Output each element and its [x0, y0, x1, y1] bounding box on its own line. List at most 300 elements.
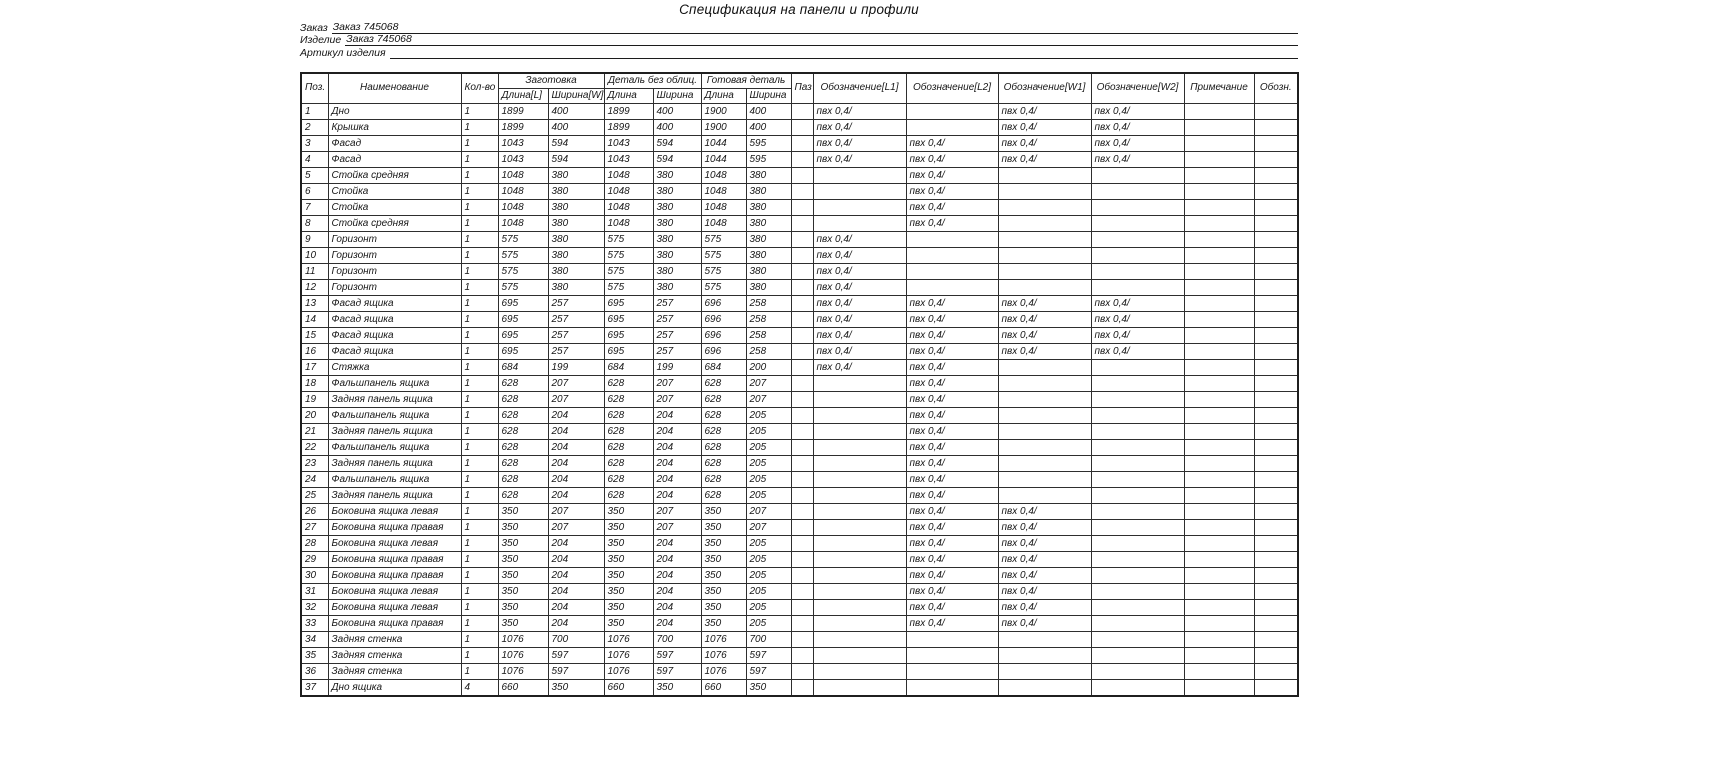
- cell-pos: 11: [301, 264, 328, 280]
- cell-pos: 32: [301, 600, 328, 616]
- cell-name: Боковина ящика левая: [328, 536, 461, 552]
- cell-note: [1184, 552, 1254, 568]
- cell-pos: 8: [301, 216, 328, 232]
- cell-paz: [791, 632, 813, 648]
- cell-qty: 1: [461, 328, 498, 344]
- cell-pos: 34: [301, 632, 328, 648]
- cell-pos: 12: [301, 280, 328, 296]
- table-row: [301, 152, 1298, 168]
- cell-mark_l2: [906, 120, 998, 136]
- cell-paz: [791, 456, 813, 472]
- cell-raw_len: 628: [604, 456, 653, 472]
- cell-note: [1184, 168, 1254, 184]
- cell-blank_len: 350: [498, 504, 548, 520]
- cell-blank_len: 1048: [498, 184, 548, 200]
- cell-mark_l2: [906, 664, 998, 680]
- cell-blank_wid: 380: [548, 264, 604, 280]
- cell-raw_wid: 380: [653, 280, 701, 296]
- cell-fin_wid: 380: [746, 184, 791, 200]
- cell-paz: [791, 232, 813, 248]
- cell-fin_wid: 205: [746, 456, 791, 472]
- cell-mark: [1254, 104, 1298, 120]
- table-row: [301, 552, 1298, 568]
- cell-raw_wid: 257: [653, 328, 701, 344]
- cell-mark_l2: пвх 0,4/: [906, 504, 998, 520]
- cell-mark_l2: пвх 0,4/: [906, 216, 998, 232]
- cell-mark_w1: [998, 184, 1091, 200]
- cell-mark_l1: [813, 200, 906, 216]
- cell-raw_len: 660: [604, 680, 653, 696]
- cell-qty: 1: [461, 568, 498, 584]
- cell-raw_len: 1076: [604, 632, 653, 648]
- cell-mark_w1: [998, 472, 1091, 488]
- cell-paz: [791, 200, 813, 216]
- cell-fin_len: 575: [701, 264, 746, 280]
- cell-mark_l2: пвх 0,4/: [906, 296, 998, 312]
- table-row: [301, 664, 1298, 680]
- cell-paz: [791, 440, 813, 456]
- cell-mark_l2: пвх 0,4/: [906, 168, 998, 184]
- cell-mark_w1: [998, 376, 1091, 392]
- cell-blank_wid: 204: [548, 600, 604, 616]
- cell-mark_w2: [1091, 536, 1184, 552]
- cell-paz: [791, 504, 813, 520]
- cell-mark_l2: пвх 0,4/: [906, 536, 998, 552]
- cell-paz: [791, 312, 813, 328]
- cell-mark_l2: пвх 0,4/: [906, 376, 998, 392]
- cell-raw_wid: 204: [653, 424, 701, 440]
- cell-raw_wid: 199: [653, 360, 701, 376]
- cell-mark_l1: пвх 0,4/: [813, 280, 906, 296]
- cell-pos: 17: [301, 360, 328, 376]
- cell-qty: 1: [461, 600, 498, 616]
- cell-raw_len: 628: [604, 424, 653, 440]
- cell-mark_w2: пвх 0,4/: [1091, 120, 1184, 136]
- cell-blank_wid: 204: [548, 616, 604, 632]
- cell-mark_l1: пвх 0,4/: [813, 312, 906, 328]
- cell-fin_len: 350: [701, 552, 746, 568]
- cell-note: [1184, 408, 1254, 424]
- table-row: [301, 616, 1298, 632]
- cell-raw_len: 695: [604, 328, 653, 344]
- cell-paz: [791, 488, 813, 504]
- cell-mark: [1254, 328, 1298, 344]
- cell-blank_len: 628: [498, 472, 548, 488]
- cell-raw_len: 575: [604, 280, 653, 296]
- cell-raw_wid: 204: [653, 600, 701, 616]
- cell-note: [1184, 216, 1254, 232]
- col-group-finished: Готовая деталь: [701, 73, 791, 89]
- cell-mark: [1254, 632, 1298, 648]
- cell-qty: 1: [461, 424, 498, 440]
- cell-paz: [791, 648, 813, 664]
- cell-blank_wid: 207: [548, 376, 604, 392]
- cell-name: Боковина ящика правая: [328, 552, 461, 568]
- cell-raw_len: 1048: [604, 200, 653, 216]
- cell-pos: 16: [301, 344, 328, 360]
- page-title: Спецификация на панели и профили: [679, 2, 919, 17]
- cell-qty: 1: [461, 152, 498, 168]
- cell-blank_wid: 380: [548, 184, 604, 200]
- cell-raw_len: 628: [604, 392, 653, 408]
- cell-blank_wid: 380: [548, 280, 604, 296]
- table-row: [301, 568, 1298, 584]
- cell-raw_wid: 594: [653, 136, 701, 152]
- cell-pos: 9: [301, 232, 328, 248]
- cell-paz: [791, 264, 813, 280]
- cell-mark_l1: [813, 536, 906, 552]
- cell-mark: [1254, 312, 1298, 328]
- cell-name: Стойка средняя: [328, 168, 461, 184]
- cell-mark_w1: пвх 0,4/: [998, 152, 1091, 168]
- cell-mark_l1: [813, 424, 906, 440]
- cell-mark_l1: [813, 408, 906, 424]
- table-row: [301, 488, 1298, 504]
- cell-note: [1184, 600, 1254, 616]
- cell-mark_w2: [1091, 472, 1184, 488]
- cell-mark_w1: [998, 408, 1091, 424]
- cell-mark: [1254, 520, 1298, 536]
- cell-raw_wid: 204: [653, 472, 701, 488]
- cell-blank_len: 628: [498, 408, 548, 424]
- cell-fin_len: 628: [701, 424, 746, 440]
- cell-blank_len: 350: [498, 584, 548, 600]
- cell-paz: [791, 600, 813, 616]
- cell-mark_w1: [998, 632, 1091, 648]
- table-row: [301, 120, 1298, 136]
- cell-blank_len: 628: [498, 456, 548, 472]
- cell-blank_wid: 204: [548, 488, 604, 504]
- cell-mark_w2: [1091, 584, 1184, 600]
- cell-pos: 2: [301, 120, 328, 136]
- cell-note: [1184, 440, 1254, 456]
- cell-blank_len: 350: [498, 568, 548, 584]
- cell-raw_len: 1048: [604, 216, 653, 232]
- cell-mark_w2: [1091, 456, 1184, 472]
- col-group-blank: Заготовка: [498, 73, 604, 89]
- col-header-raw-len: Длина: [604, 89, 653, 104]
- cell-blank_wid: 380: [548, 248, 604, 264]
- cell-raw_wid: 597: [653, 648, 701, 664]
- cell-mark_l1: [813, 216, 906, 232]
- cell-mark: [1254, 504, 1298, 520]
- cell-blank_len: 695: [498, 344, 548, 360]
- cell-mark_l2: [906, 280, 998, 296]
- cell-qty: 1: [461, 200, 498, 216]
- cell-paz: [791, 552, 813, 568]
- cell-mark_l2: пвх 0,4/: [906, 360, 998, 376]
- cell-mark_l1: [813, 440, 906, 456]
- cell-qty: 1: [461, 264, 498, 280]
- cell-blank_len: 695: [498, 312, 548, 328]
- product-label: Изделие: [300, 34, 342, 46]
- cell-paz: [791, 104, 813, 120]
- cell-mark_l1: [813, 184, 906, 200]
- cell-mark_w1: пвх 0,4/: [998, 552, 1091, 568]
- cell-mark: [1254, 168, 1298, 184]
- cell-raw_wid: 380: [653, 216, 701, 232]
- cell-mark_w2: [1091, 440, 1184, 456]
- cell-note: [1184, 472, 1254, 488]
- cell-mark: [1254, 184, 1298, 200]
- cell-blank_len: 575: [498, 248, 548, 264]
- cell-mark: [1254, 152, 1298, 168]
- cell-mark: [1254, 200, 1298, 216]
- cell-mark_l2: пвх 0,4/: [906, 520, 998, 536]
- cell-fin_wid: 350: [746, 680, 791, 696]
- cell-mark: [1254, 280, 1298, 296]
- cell-blank_wid: 204: [548, 456, 604, 472]
- cell-mark_w2: пвх 0,4/: [1091, 344, 1184, 360]
- cell-qty: 4: [461, 680, 498, 696]
- cell-raw_len: 1899: [604, 104, 653, 120]
- cell-mark_l2: [906, 632, 998, 648]
- cell-blank_wid: 380: [548, 232, 604, 248]
- cell-mark_w1: [998, 360, 1091, 376]
- cell-name: Задняя панель ящика: [328, 424, 461, 440]
- cell-fin_wid: 207: [746, 520, 791, 536]
- cell-name: Фасад ящика: [328, 296, 461, 312]
- col-header-pos: Поз.: [301, 73, 328, 104]
- cell-name: Боковина ящика левая: [328, 600, 461, 616]
- cell-mark_l2: пвх 0,4/: [906, 440, 998, 456]
- cell-fin_len: 575: [701, 248, 746, 264]
- table-row: [301, 280, 1298, 296]
- cell-mark: [1254, 440, 1298, 456]
- cell-pos: 28: [301, 536, 328, 552]
- cell-raw_wid: 204: [653, 584, 701, 600]
- cell-note: [1184, 104, 1254, 120]
- cell-mark_w1: [998, 264, 1091, 280]
- cell-mark_l2: пвх 0,4/: [906, 408, 998, 424]
- cell-mark_l2: [906, 648, 998, 664]
- cell-note: [1184, 648, 1254, 664]
- cell-pos: 29: [301, 552, 328, 568]
- cell-fin_len: 1048: [701, 200, 746, 216]
- cell-raw_len: 350: [604, 584, 653, 600]
- cell-note: [1184, 680, 1254, 696]
- table-row: [301, 328, 1298, 344]
- cell-mark_w2: [1091, 600, 1184, 616]
- cell-qty: 1: [461, 376, 498, 392]
- cell-fin_len: 1048: [701, 168, 746, 184]
- cell-mark: [1254, 456, 1298, 472]
- cell-qty: 1: [461, 632, 498, 648]
- cell-qty: 1: [461, 168, 498, 184]
- cell-raw_len: 1048: [604, 168, 653, 184]
- table-row: [301, 312, 1298, 328]
- cell-mark_w1: пвх 0,4/: [998, 568, 1091, 584]
- cell-mark_w1: пвх 0,4/: [998, 584, 1091, 600]
- cell-paz: [791, 248, 813, 264]
- cell-paz: [791, 344, 813, 360]
- article-label: Артикул изделия: [300, 46, 386, 59]
- cell-qty: 1: [461, 408, 498, 424]
- cell-pos: 13: [301, 296, 328, 312]
- cell-fin_wid: 205: [746, 440, 791, 456]
- cell-fin_wid: 258: [746, 296, 791, 312]
- cell-mark_w1: пвх 0,4/: [998, 312, 1091, 328]
- cell-raw_len: 695: [604, 312, 653, 328]
- cell-fin_wid: 258: [746, 312, 791, 328]
- cell-mark: [1254, 424, 1298, 440]
- col-header-paz: Паз: [791, 73, 813, 104]
- cell-raw_len: 684: [604, 360, 653, 376]
- cell-raw_wid: 207: [653, 504, 701, 520]
- cell-paz: [791, 216, 813, 232]
- cell-pos: 14: [301, 312, 328, 328]
- cell-name: Стойка: [328, 200, 461, 216]
- cell-mark_w1: пвх 0,4/: [998, 104, 1091, 120]
- cell-mark_l1: пвх 0,4/: [813, 248, 906, 264]
- cell-raw_wid: 204: [653, 552, 701, 568]
- col-header-mark: Обозн.: [1254, 73, 1298, 104]
- cell-raw_len: 1048: [604, 184, 653, 200]
- cell-name: Фасад ящика: [328, 328, 461, 344]
- cell-mark_l2: пвх 0,4/: [906, 584, 998, 600]
- cell-mark: [1254, 392, 1298, 408]
- cell-qty: 1: [461, 280, 498, 296]
- cell-mark_l1: пвх 0,4/: [813, 328, 906, 344]
- cell-pos: 19: [301, 392, 328, 408]
- cell-blank_wid: 207: [548, 504, 604, 520]
- cell-mark_l1: [813, 488, 906, 504]
- cell-raw_len: 628: [604, 376, 653, 392]
- cell-blank_wid: 380: [548, 168, 604, 184]
- cell-raw_len: 350: [604, 568, 653, 584]
- cell-name: Боковина ящика правая: [328, 520, 461, 536]
- cell-mark_l2: пвх 0,4/: [906, 568, 998, 584]
- cell-mark_l1: [813, 568, 906, 584]
- cell-raw_wid: 380: [653, 248, 701, 264]
- cell-qty: 1: [461, 136, 498, 152]
- cell-note: [1184, 264, 1254, 280]
- cell-fin_wid: 205: [746, 600, 791, 616]
- cell-fin_len: 628: [701, 440, 746, 456]
- spec-table-body: [301, 104, 1298, 696]
- cell-pos: 30: [301, 568, 328, 584]
- cell-mark_w2: [1091, 424, 1184, 440]
- cell-blank_wid: 380: [548, 216, 604, 232]
- cell-mark_w2: [1091, 376, 1184, 392]
- cell-name: Фасад: [328, 136, 461, 152]
- cell-mark_w2: [1091, 488, 1184, 504]
- cell-raw_len: 695: [604, 344, 653, 360]
- cell-fin_len: 628: [701, 456, 746, 472]
- cell-fin_wid: 595: [746, 136, 791, 152]
- cell-fin_wid: 205: [746, 552, 791, 568]
- cell-mark: [1254, 296, 1298, 312]
- cell-fin_len: 1076: [701, 632, 746, 648]
- cell-raw_wid: 204: [653, 440, 701, 456]
- table-row: [301, 680, 1298, 696]
- cell-mark_l1: [813, 552, 906, 568]
- cell-raw_wid: 257: [653, 312, 701, 328]
- cell-mark_w1: пвх 0,4/: [998, 616, 1091, 632]
- cell-qty: 1: [461, 104, 498, 120]
- cell-note: [1184, 520, 1254, 536]
- cell-pos: 22: [301, 440, 328, 456]
- meta-line-article: [300, 46, 1298, 59]
- cell-pos: 4: [301, 152, 328, 168]
- cell-blank_wid: 207: [548, 392, 604, 408]
- cell-blank_len: 1048: [498, 200, 548, 216]
- cell-fin_len: 350: [701, 600, 746, 616]
- cell-mark_w1: пвх 0,4/: [998, 504, 1091, 520]
- cell-raw_len: 1043: [604, 136, 653, 152]
- col-header-raw-wid: Ширина: [653, 89, 701, 104]
- table-row: [301, 424, 1298, 440]
- table-row: [301, 600, 1298, 616]
- cell-name: Боковина ящика левая: [328, 504, 461, 520]
- cell-mark: [1254, 248, 1298, 264]
- table-row: [301, 360, 1298, 376]
- cell-note: [1184, 504, 1254, 520]
- cell-name: Задняя стенка: [328, 664, 461, 680]
- cell-blank_wid: 204: [548, 584, 604, 600]
- col-header-blank-len: Длина[L]: [498, 89, 548, 104]
- cell-paz: [791, 424, 813, 440]
- cell-paz: [791, 408, 813, 424]
- table-row: [301, 200, 1298, 216]
- cell-fin_wid: 380: [746, 280, 791, 296]
- cell-raw_len: 350: [604, 600, 653, 616]
- cell-blank_wid: 257: [548, 312, 604, 328]
- cell-pos: 24: [301, 472, 328, 488]
- cell-blank_wid: 597: [548, 664, 604, 680]
- cell-mark_w1: [998, 200, 1091, 216]
- cell-mark_w1: пвх 0,4/: [998, 536, 1091, 552]
- cell-blank_len: 1076: [498, 632, 548, 648]
- table-row: [301, 168, 1298, 184]
- cell-paz: [791, 280, 813, 296]
- cell-raw_wid: 380: [653, 232, 701, 248]
- cell-note: [1184, 200, 1254, 216]
- cell-raw_wid: 597: [653, 664, 701, 680]
- cell-pos: 3: [301, 136, 328, 152]
- cell-raw_len: 628: [604, 472, 653, 488]
- cell-fin_len: 350: [701, 520, 746, 536]
- cell-paz: [791, 168, 813, 184]
- cell-fin_wid: 380: [746, 168, 791, 184]
- cell-pos: 7: [301, 200, 328, 216]
- cell-qty: 1: [461, 488, 498, 504]
- cell-fin_len: 1044: [701, 152, 746, 168]
- cell-blank_len: 350: [498, 600, 548, 616]
- cell-mark_l2: пвх 0,4/: [906, 152, 998, 168]
- table-row: [301, 104, 1298, 120]
- cell-blank_wid: 400: [548, 104, 604, 120]
- cell-pos: 26: [301, 504, 328, 520]
- cell-mark_l2: [906, 680, 998, 696]
- cell-qty: 1: [461, 120, 498, 136]
- col-header-qty: Кол-во: [461, 73, 498, 104]
- cell-paz: [791, 584, 813, 600]
- cell-blank_len: 1076: [498, 648, 548, 664]
- cell-name: Фальшпанель ящика: [328, 376, 461, 392]
- cell-raw_wid: 207: [653, 520, 701, 536]
- cell-mark_l2: пвх 0,4/: [906, 488, 998, 504]
- cell-fin_wid: 400: [746, 104, 791, 120]
- cell-mark_w1: пвх 0,4/: [998, 344, 1091, 360]
- cell-paz: [791, 296, 813, 312]
- cell-pos: 1: [301, 104, 328, 120]
- cell-raw_len: 628: [604, 408, 653, 424]
- specification-document: [300, 2, 1298, 697]
- cell-fin_len: 1076: [701, 648, 746, 664]
- cell-blank_len: 575: [498, 264, 548, 280]
- cell-paz: [791, 536, 813, 552]
